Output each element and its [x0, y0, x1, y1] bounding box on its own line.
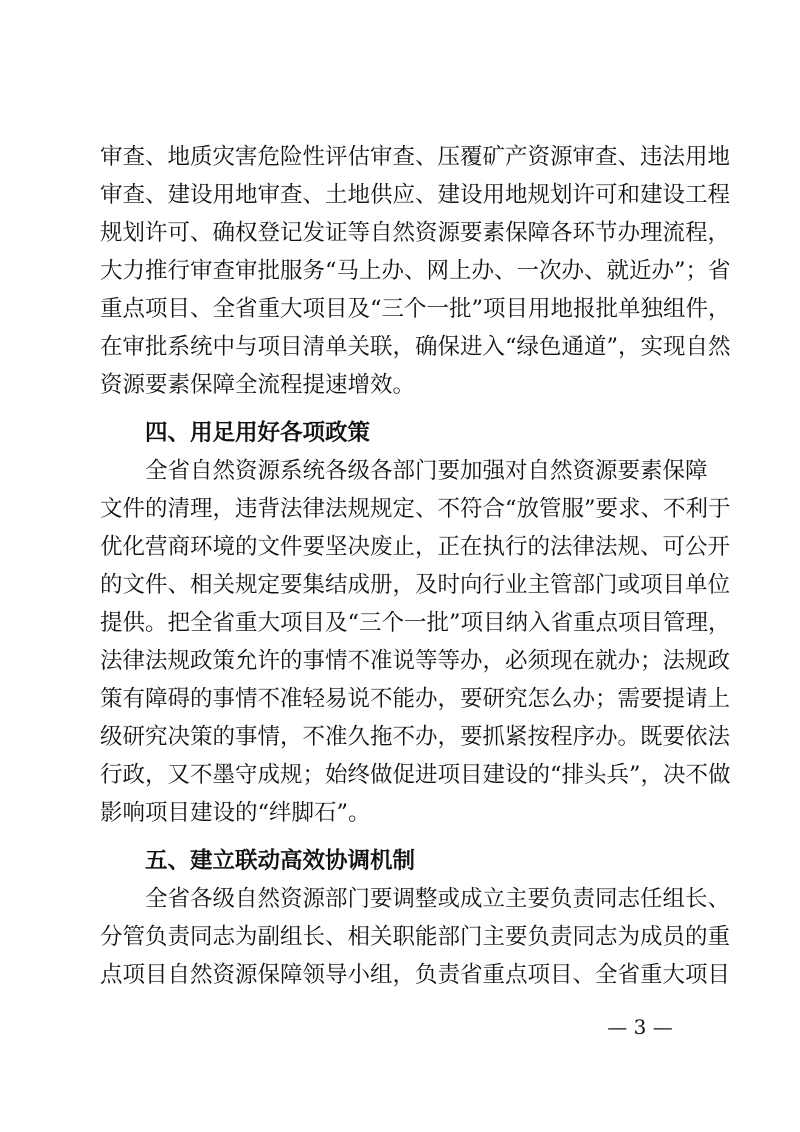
text-line: 策有障碍的事情不准轻易说不能办，要研究怎么办；需要提请上	[100, 686, 731, 712]
text-line: 全省各级自然资源部门要调整或成立主要负责同志任组长、	[145, 886, 731, 912]
section-heading-4: 四、用足用好各项政策	[145, 420, 371, 446]
section-heading-5: 五、建立联动高效协调机制	[145, 848, 416, 874]
text-line: 提供。把全省重大项目及“三个一批”项目纳入省重点项目管理，	[100, 610, 731, 636]
text-line: 重点项目、全省重大项目及“三个一批”项目用地报批单独组件，	[100, 296, 731, 322]
text-line: 审查、建设用地审查、土地供应、建设用地规划许可和建设工程	[100, 182, 731, 208]
text-line: 级研究决策的事情，不准久拖不办，要抓紧按程序办。既要依法	[100, 724, 731, 750]
text-line: 全省自然资源系统各级各部门要加强对自然资源要素保障	[145, 458, 708, 484]
text-line: 在审批系统中与项目清单关联，确保进入“绿色通道”，实现自然	[100, 334, 731, 360]
text-line: 分管负责同志为副组长、相关职能部门主要负责同志为成员的重	[100, 924, 731, 950]
text-line: 大力推行审查审批服务“马上办、网上办、一次办、就近办”；省	[100, 258, 731, 284]
text-line: 规划许可、确权登记发证等自然资源要素保障各环节办理流程，	[100, 220, 731, 246]
text-line: 审查、地质灾害危险性评估审查、压覆矿产资源审查、违法用地	[100, 144, 731, 170]
text-line: 影响项目建设的“绊脚石”。	[100, 800, 371, 826]
text-line: 资源要素保障全流程提速增效。	[100, 372, 416, 398]
page-number: — 3 —	[607, 1015, 673, 1039]
text-line: 法律法规政策允许的事情不准说等等办，必须现在就办；法规政	[100, 648, 731, 674]
text-line: 的文件、相关规定要集结成册，及时向行业主管部门或项目单位	[100, 572, 731, 598]
text-line: 行政，又不墨守成规；始终做促进项目建设的“排头兵”，决不做	[100, 762, 731, 788]
text-line: 优化营商环境的文件要坚决废止，正在执行的法律法规、可公开	[100, 534, 731, 560]
text-line: 点项目自然资源保障领导小组，负责省重点项目、全省重大项目	[100, 962, 731, 988]
text-line: 文件的清理，违背法律法规规定、不符合“放管服”要求、不利于	[100, 496, 731, 522]
